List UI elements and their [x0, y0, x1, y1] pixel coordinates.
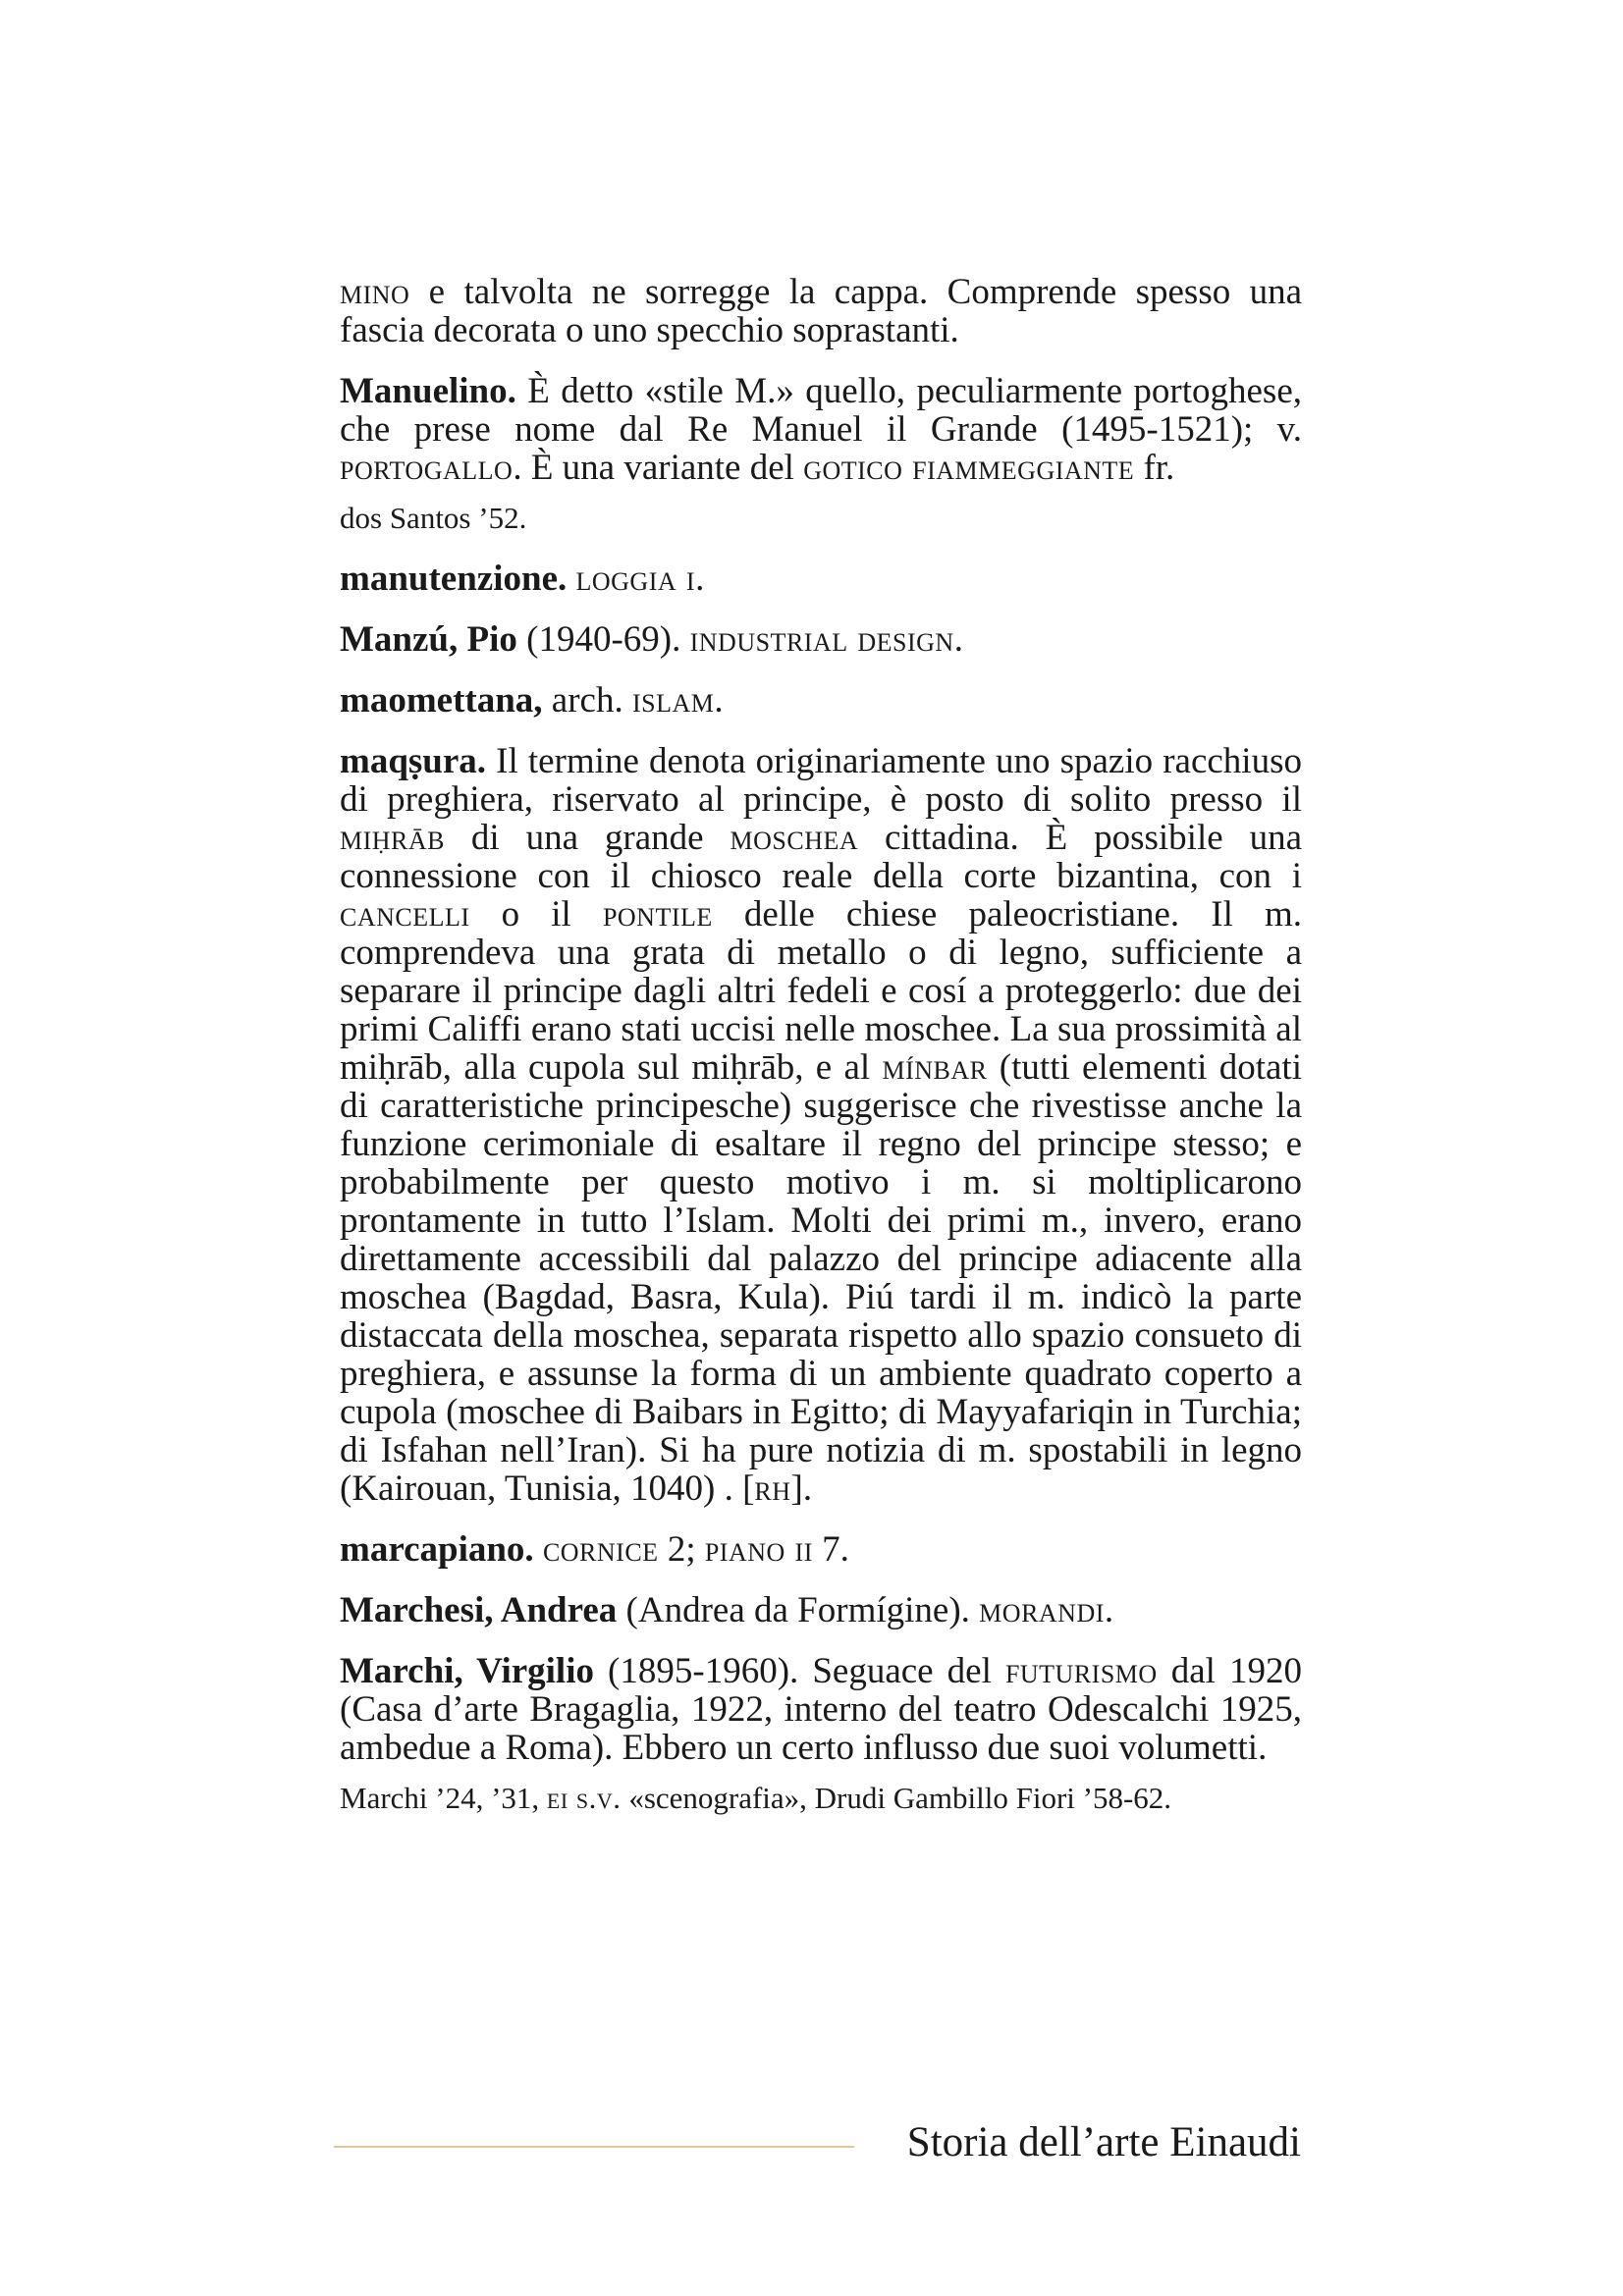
entry-text: (Andrea da Formígine). [617, 1590, 980, 1630]
entry-text: e talvolta ne sorregge la cappa. Comprende spesso una fascia decorata o uno specchio soprastanti. [340, 272, 1302, 350]
cross-reference: cornice [542, 1529, 659, 1570]
entry-text: delle chiese paleocristiane. Il m. comprendeva una grata di metallo o di legno, sufficiente a separare il principe dagli altri fedeli e cosí a proteggerlo: due dei primi Califfi erano stati uccisi nelle moschee. La sua prossimità al miḥrāb, alla cupola sul miḥrāb, e al [340, 894, 1302, 1088]
entry-text: di una grande [445, 818, 730, 858]
entry-text: dos Santos ’52. [340, 501, 527, 535]
entry-text: (1895-1960). Seguace del [594, 1651, 1005, 1691]
entry-text: . [714, 680, 724, 721]
entry-headword: maqṣura. [340, 741, 487, 781]
dictionary-entry [340, 1530, 1302, 1569]
dictionary-body [340, 273, 1302, 1840]
entry-text: . [953, 619, 963, 660]
entry-text: Il termine denota originariamente uno spazio racchiuso di preghiera, riservato al principe, è posto di solito presso il [340, 741, 1302, 820]
cross-reference: portogallo [340, 448, 514, 488]
cross-reference: futurismo [1004, 1651, 1158, 1691]
dictionary-entry [340, 620, 1302, 659]
cross-reference: miḥrāb [340, 818, 446, 858]
entry-text: 7. [812, 1529, 849, 1570]
entry-headword: Manzú, Pio [340, 619, 517, 660]
dictionary-entry [340, 1591, 1302, 1629]
dictionary-entry [340, 681, 1302, 720]
cross-reference: mino [340, 272, 410, 312]
dictionary-entry [340, 560, 1302, 598]
cross-reference: mínbar [882, 1047, 988, 1088]
entry-text: . È una variante del [513, 448, 804, 488]
cross-reference: gotico fiammeggiante [803, 448, 1135, 488]
cross-reference: loggia i [575, 559, 696, 599]
cross-reference: morandi [979, 1590, 1105, 1630]
entry-text: (1940-69). [516, 619, 690, 660]
entry-headword: Marchesi, Andrea [340, 1590, 618, 1630]
footer-rule [334, 2146, 854, 2148]
entry-text [534, 1529, 543, 1570]
cross-reference: ei s.v. [546, 1781, 622, 1815]
entry-text: È detto «stile M.» quello, peculiarmente portoghese, che prese nome dal Re Manuel il Grande (1495-1521); v. [340, 371, 1302, 450]
entry-headword: Marchi, Virgilio [340, 1651, 594, 1691]
entry-text: ]. [790, 1468, 813, 1509]
entry-headword: marcapiano. [340, 1529, 534, 1570]
cross-reference: moschea [730, 818, 859, 858]
entry-text: arch. [542, 680, 632, 721]
entry-text: Marchi ’24, ’31, [340, 1781, 547, 1815]
bibliography-line [340, 500, 1302, 536]
entry-text: (tutti elementi dotati di caratteristiche principesche) suggerisce che rivestisse anche la funzione cerimoniale di esaltare il regno del principe stesso; e probabilmente per questo motivo i m. si moltiplicarono prontamente in tutto l’Islam. Molti dei primi m., invero, erano direttamente accessibili dal palazzo del principe adiacente alla moschea (Bagdad, Basra, Kula). Piú tardi il m. indicò la parte distaccata della moschea, separata rispetto allo spazio consueto di preghiera, e assunse la forma di un ambiente quadrato coperto a cupola (moschee di Baibars in Egitto; di Mayyafariqin in Turchia; di Isfahan nell’Iran). Si ha pure notizia di m. spostabili in legno (Kairouan, Tunisia, 1040) . [ [340, 1047, 1302, 1509]
entry-headword: manutenzione. [340, 559, 568, 599]
cross-reference: cancelli [340, 894, 470, 934]
entry-text: o il [469, 894, 603, 934]
entry-text: «scenografia», Drudi Gambillo Fiori ’58-62. [621, 1781, 1172, 1815]
entry-text: cittadina. È possibile una connessione con il chiosco reale della corte bizantina, con i [340, 818, 1302, 896]
cross-reference: piano ii [704, 1529, 813, 1570]
entry-text [567, 559, 575, 599]
cross-reference: industrial design [689, 619, 954, 660]
page-footer [334, 2118, 1301, 2177]
cross-reference: islam [631, 680, 715, 721]
entry-text: dal 1920 (Casa d’arte Bragaglia, 1922, interno del teatro Odescalchi 1925, ambedue a Roma). Ebbero un certo influsso due suoi volumetti. [340, 1651, 1303, 1768]
entry-headword: maomettana, [340, 680, 543, 721]
entry-text: fr. [1134, 448, 1175, 488]
dictionary-entry [340, 742, 1302, 1508]
cross-reference: rh [754, 1468, 791, 1509]
cross-reference: pontile [602, 894, 713, 934]
dictionary-entry [340, 1652, 1302, 1767]
bibliography-line [340, 1780, 1302, 1816]
entry-text: . [695, 559, 705, 599]
footer-title: Storia dell’arte Einaudi [906, 2119, 1301, 2165]
entry-headword: Manuelino. [340, 371, 516, 411]
entry-text: 2; [658, 1529, 705, 1570]
entry-text: . [1104, 1590, 1114, 1630]
dictionary-entry [340, 273, 1302, 349]
dictionary-entry [340, 372, 1302, 487]
